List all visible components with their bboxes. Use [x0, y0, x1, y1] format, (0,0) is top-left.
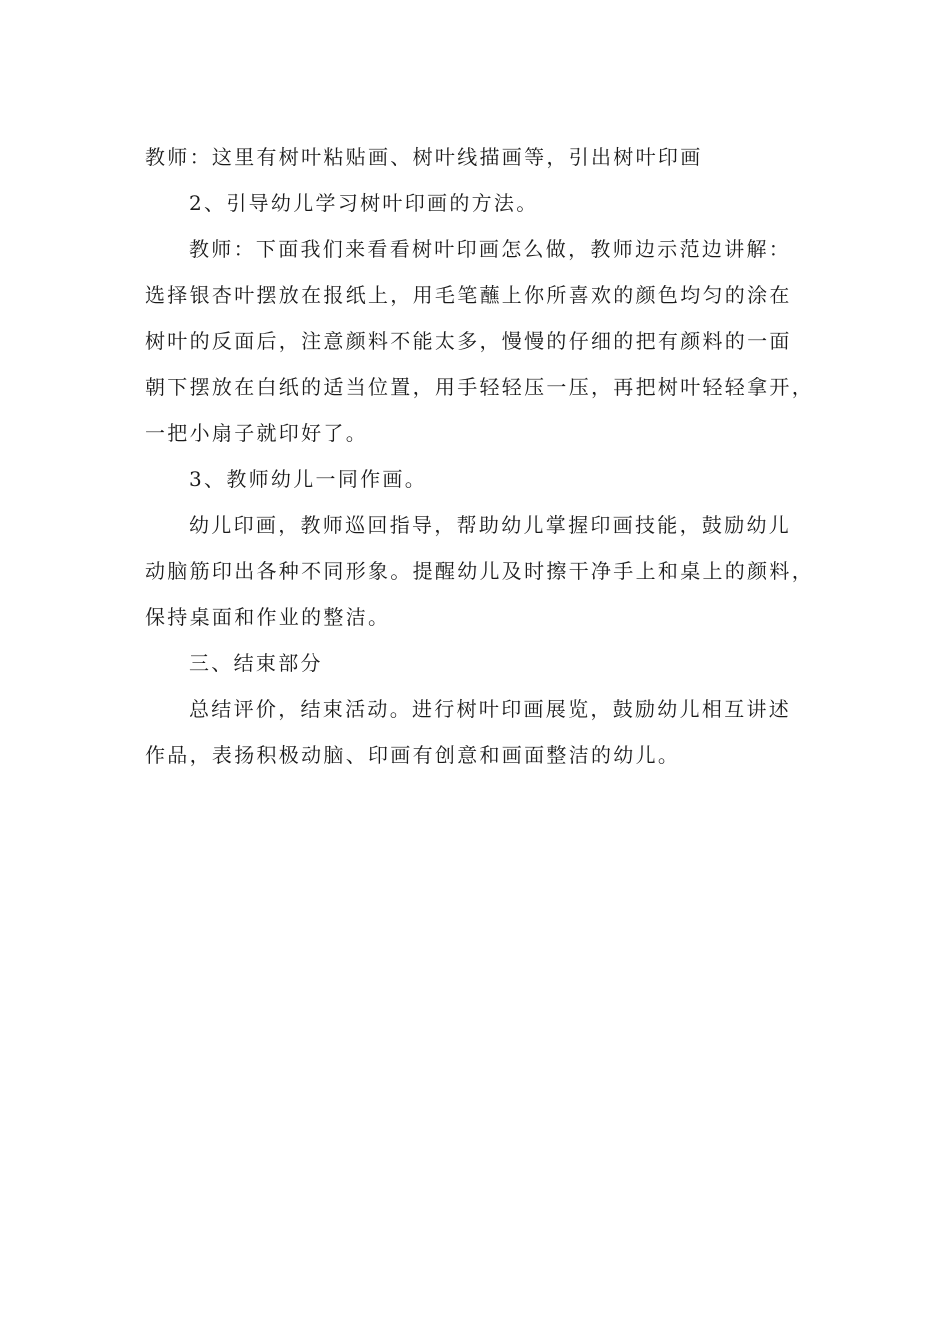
paragraph-line: 朝下摆放在白纸的适当位置，用手轻轻压一压，再把树叶轻轻拿开， — [145, 375, 814, 399]
paragraph-line: 树叶的反面后，注意颜料不能太多，慢慢的仔细的把有颜料的一面 — [145, 329, 792, 353]
paragraph-line: 动脑筋印出各种不同形象。提醒幼儿及时擦干净手上和桌上的颜料， — [145, 559, 814, 583]
section-heading: 3、教师幼儿一同作画。 — [189, 467, 428, 491]
document-body — [145, 134, 814, 778]
paragraph-line: 选择银杏叶摆放在报纸上，用毛笔蘸上你所喜欢的颜色均匀的涂在 — [145, 283, 792, 307]
paragraph-line: 幼儿印画，教师巡回指导，帮助幼儿掌握印画技能，鼓励幼儿 — [189, 513, 792, 537]
paragraph-line: 总结评价，结束活动。进行树叶印画展览，鼓励幼儿相互讲述 — [189, 697, 792, 721]
section-heading: 2、引导幼儿学习树叶印画的方法。 — [189, 191, 539, 215]
text-line: 教师：这里有树叶粘贴画、树叶线描画等，引出树叶印画 — [145, 145, 703, 169]
paragraph-line: 保持桌面和作业的整洁。 — [145, 605, 391, 629]
paragraph-line: 作品，表扬积极动脑、印画有创意和画面整洁的幼儿。 — [145, 743, 681, 767]
section-heading: 三、结束部分 — [189, 651, 323, 675]
paragraph-line: 教师：下面我们来看看树叶印画怎么做，教师边示范边讲解： — [189, 237, 792, 261]
paragraph-line: 一把小扇子就印好了。 — [145, 421, 368, 445]
